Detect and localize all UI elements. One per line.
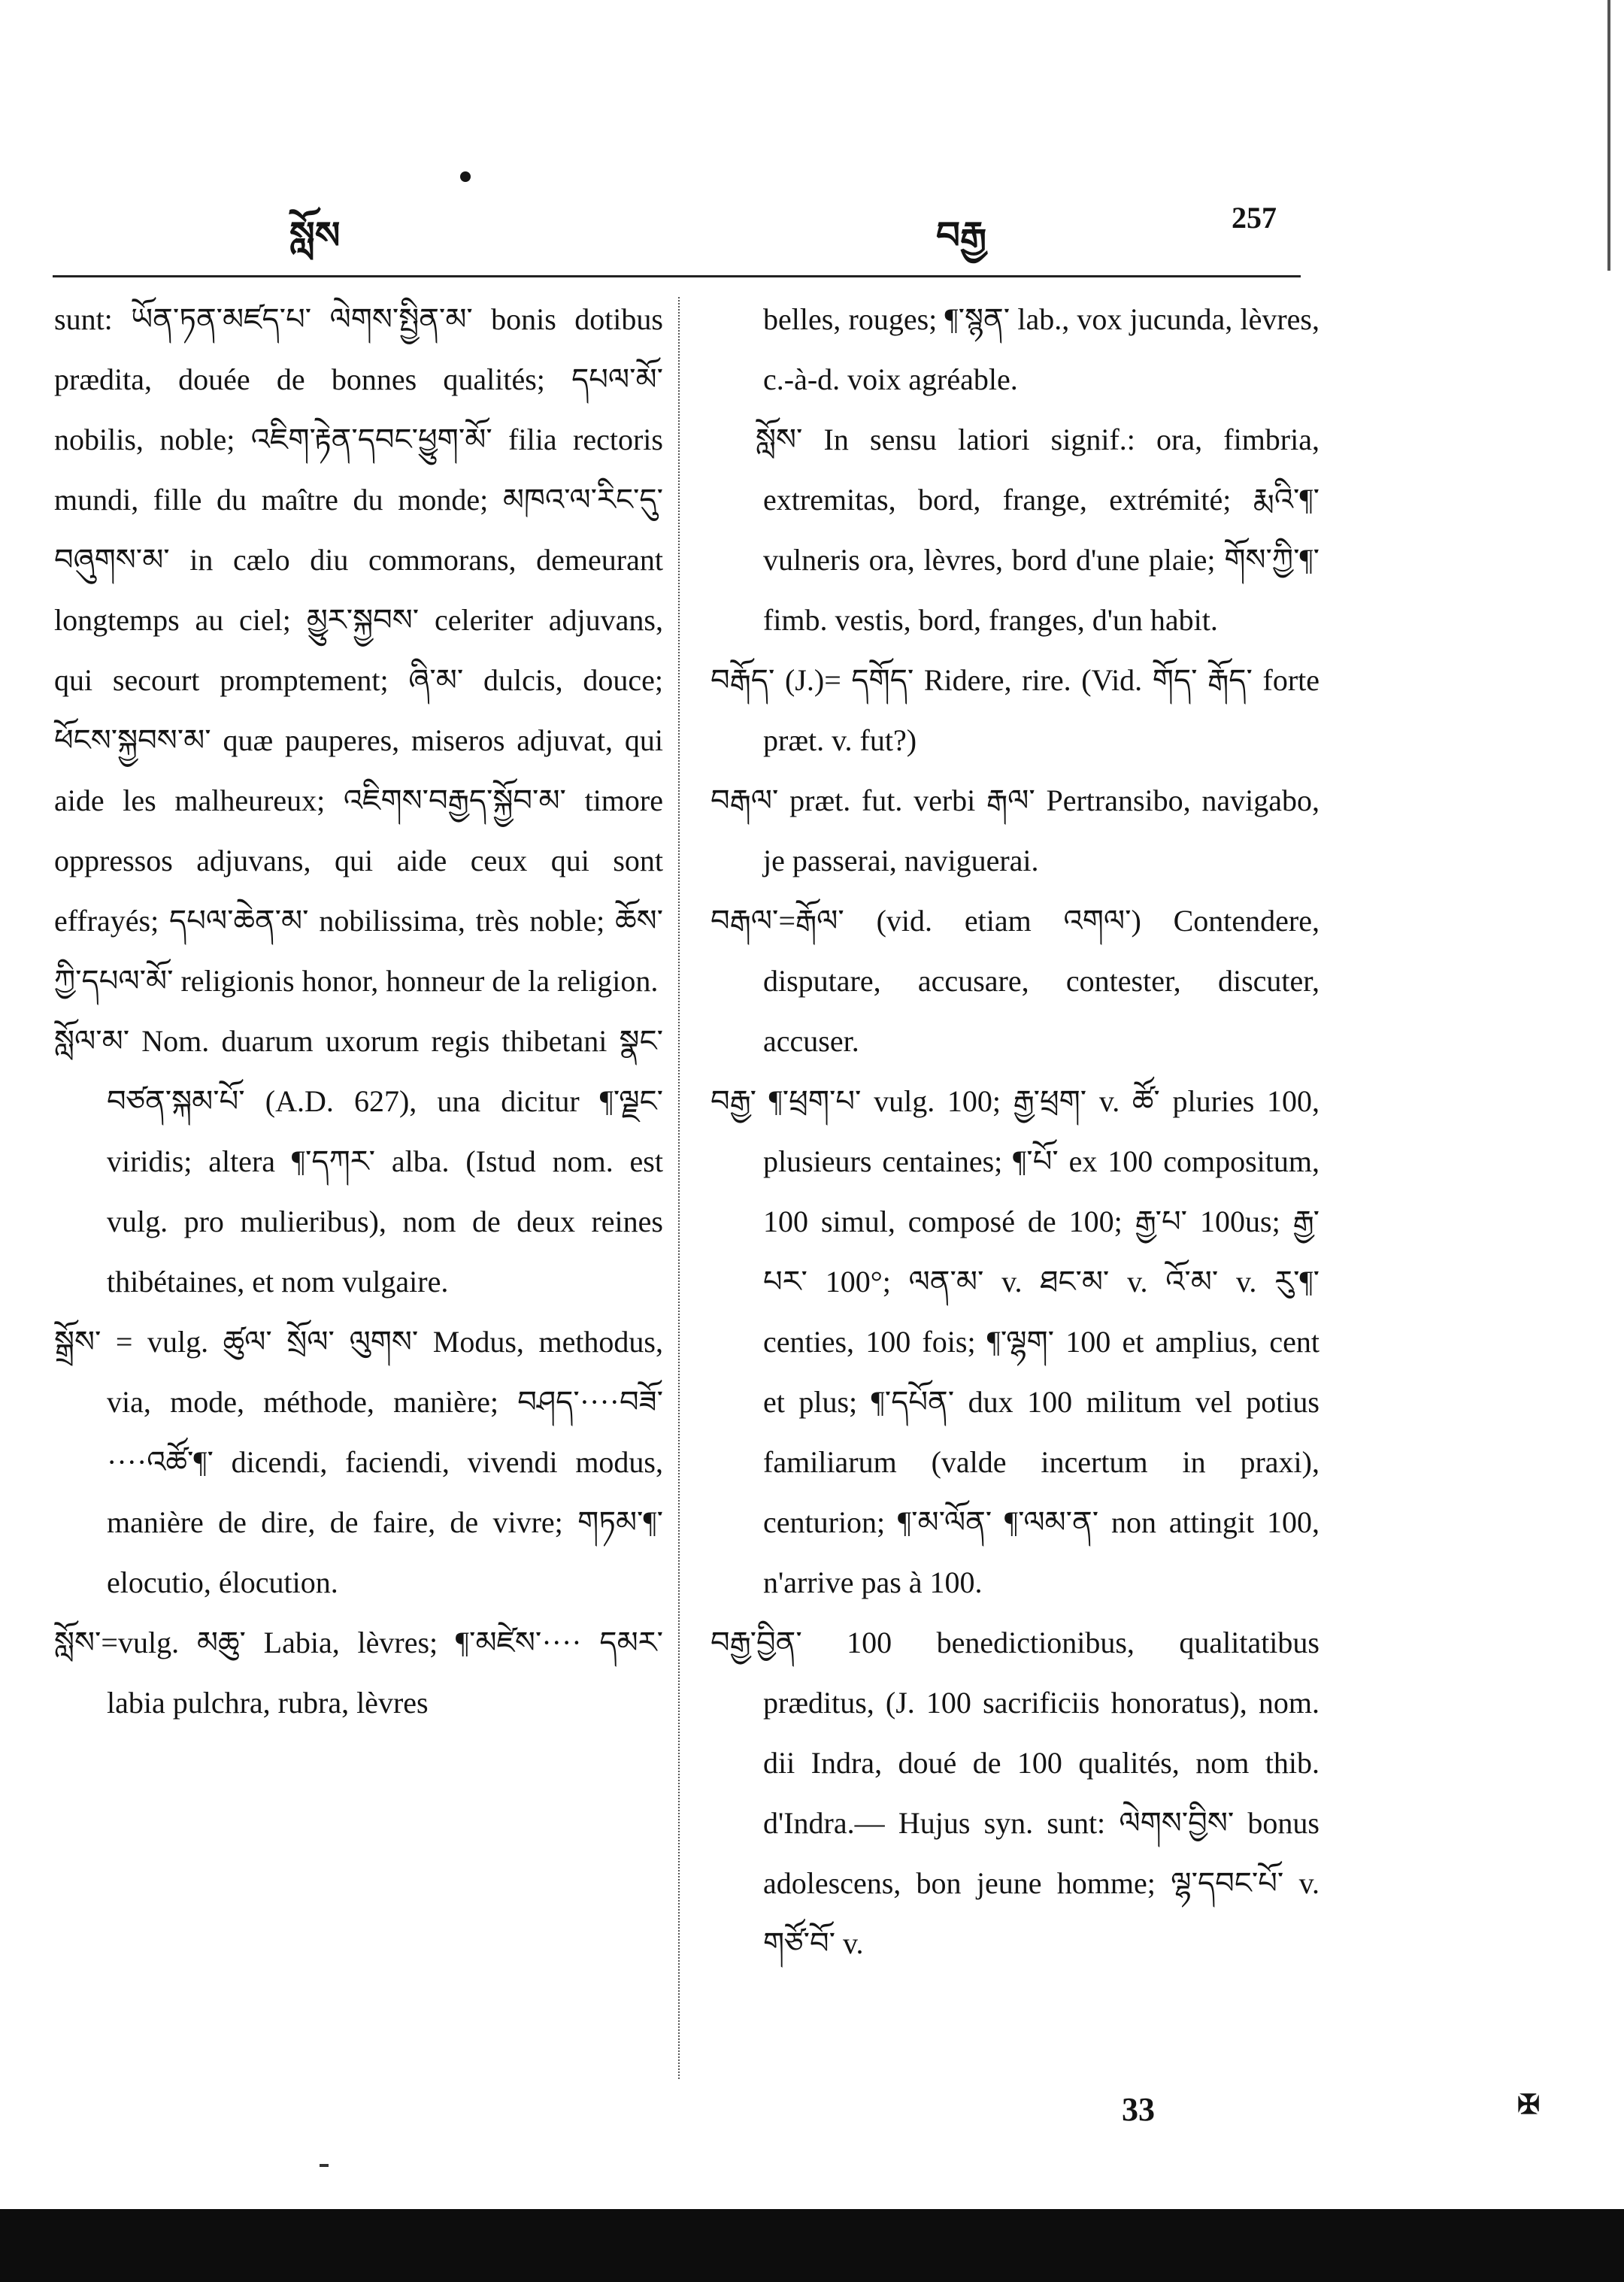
dictionary-entry: བརྒྱ་བྱིན་ 100 benedictionibus, qualitatibus præditus, (J. 100 sacrificiis honoratus), nom. dii Indra, doué de 100 qualités, nom thib. d'Indra.— Hujus syn. sunt: ལེགས་བྱིས་ bonus adolescens, bon jeune homme; ལྷ་དབང་པོ་ v. གཙོ་བོ་ v. — [710, 1626, 1320, 1960]
right-column — [710, 289, 1320, 1974]
column-divider — [678, 297, 681, 2079]
printer-mark-icon: ✠ — [1517, 2090, 1541, 2120]
dictionary-entry: བརྒལ་ præt. fut. verbi རྒལ་ Pertransibo, navigabo, je passerai, naviguerai. — [710, 783, 1320, 877]
dictionary-entry: སྒྲོས་ = vulg. ཚུལ་ སྲོལ་ ལུགས་ Modus, methodus, via, mode, méthode, manière; བཤད་····བཟོ་····འཚོ་¶་ dicendi, faciendi, vivendi modus, manière de dire, de faire, de vivre; གཏམ་¶་ elocutio, élocution. — [54, 1325, 663, 1599]
left-headword: སློས — [289, 214, 341, 256]
page-number: 257 — [1232, 201, 1277, 235]
dictionary-entry-continuation: sunt: ཡོན་ཏན་མཛད་པ་ ལེགས་སྤྱིན་མ་ bonis dotibus prædita, douée de bonnes qualités; དཔལ་མོ་ nobilis, noble; འཇིག་རྟེན་དབང་ཕྱུག་མོ་ filia rectoris mundi, fille du maître du monde; མཁའ་ལ་རིང་དུ་བཞུགས་མ་ in cælo diu commorans, demeurant longtemps au ciel; མྱུར་སྐྱབས་ celeriter adjuvans, qui secourt promptement; ཞི་མ་ dulcis, douce; ཕོངས་སྐྱབས་མ་ quæ pauperes, miseros adjuvat, qui aide les malheureux; འཇིགས་བརྒྱད་སྐྱོབ་མ་ timore oppressos adjuvans, qui aide ceux qui sont effrayés; དཔལ་ཆེན་མ་ nobilissima, très noble; ཆོས་ཀྱི་དཔལ་མོ་ religionis honor, honneur de la religion. — [54, 302, 663, 998]
dictionary-entry: བརྒྱ་ ¶་ཕྲག་པ་ vulg. 100; རྒྱ་ཕྲག་ v. ཚོ་ pluries 100, plusieurs centaines; ¶་པོ་ ex 100 compositum, 100 simul, composé de 100; རྒྱ་པ་ 100us; རྒྱ་པར་ 100°; ལན་མ་ v. ཐང་མ་ v. འོ་མ་ v. རུ་¶་ centies, 100 fois; ¶་ལྷག་ 100 et amplius, cent et plus; ¶་དཔོན་ dux 100 militum vel potius familiarum (valde incertum in praxi), centurion; ¶་མ་ལོན་ ¶་ལམ་ན་ non attingit 100, n'arrive pas à 100. — [710, 1084, 1320, 1599]
dictionary-entry: བརྒལ་=རྒོལ་ (vid. etiam འགལ་) Contendere, disputare, accusare, contester, discuter, accuser. — [710, 904, 1320, 1058]
header-rule — [53, 275, 1301, 277]
ink-speck — [460, 171, 471, 182]
dictionary-entry: སློས་=vulg. མཆུ་ Labia, lèvres; ¶་མཛེས་···· དམར་ labia pulchra, rubra, lèvres — [54, 1626, 663, 1720]
dictionary-entry: བརྒོད་ (J.)= དགོད་ Ridere, rire. (Vid. གོད་ རྒོད་ forte præt. v. fut?) — [710, 663, 1320, 757]
left-column — [54, 289, 663, 1733]
running-header — [0, 194, 1624, 254]
scan-border — [0, 2209, 1624, 2282]
signature-number: 33 — [1122, 2091, 1155, 2128]
ink-speck — [320, 2164, 329, 2167]
dictionary-entry: སློལ་མ་ Nom. duarum uxorum regis thibetani སྣང་བཙན་སྐམ་པོ་ (A.D. 627), una dicitur ¶་ལྗང་ viridis; altera ¶་དཀར་ alba. (Istud nom. est vulg. pro mulieribus), nom de deux reines thibétaines, et nom vulgaire. — [54, 1024, 663, 1299]
dictionary-subentry: སློས་ In sensu latiori signif.: ora, fimbria, extremitas, bord, frange, extrémité; རྨའི་¶་ vulneris ora, lèvres, bord d'une plaie; གོས་ཀྱི་¶་ fimb. vestis, bord, franges, d'un habit. — [756, 423, 1320, 637]
right-headword: བརྒྱ — [936, 214, 987, 256]
dictionary-entry-continuation: belles, rouges; ¶་སྙན་ lab., vox jucunda, lèvres, c.-à-d. voix agréable. — [763, 302, 1320, 396]
